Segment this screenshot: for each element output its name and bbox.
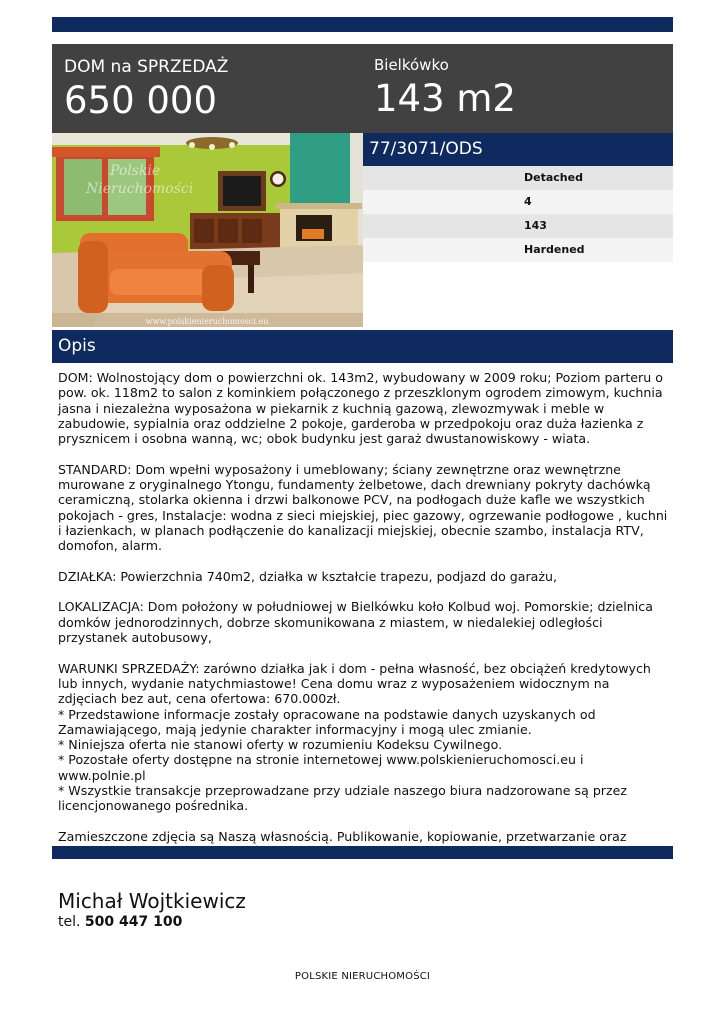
description-body xyxy=(58,370,670,860)
header-right xyxy=(374,54,516,120)
svg-text:Polskie: Polskie xyxy=(110,163,161,179)
svg-text:www.polskienieruchomosci.eu: www.polskienieruchomosci.eu xyxy=(145,317,269,326)
top-accent-bar xyxy=(52,17,673,32)
phone-number: 500 447 100 xyxy=(84,914,183,930)
agent-name: Michał Wojtkiewicz xyxy=(58,889,246,913)
attribute-row: 143 xyxy=(363,214,673,238)
attribute-row: Hardened xyxy=(363,238,673,262)
bottom-accent-bar xyxy=(52,846,673,859)
description-paragraph: DZIAŁKA: Powierzchnia 740m2, działka w kształcie trapezu, podjazd do garażu, xyxy=(58,568,557,584)
listing-header xyxy=(52,44,673,133)
svg-text:Nieruchomości: Nieruchomości xyxy=(86,181,194,197)
description-paragraph: Zamieszczone zdjęcia są Naszą własnością. Publikowanie, kopiowanie, przetwarzanie oraz xyxy=(58,828,627,844)
reference-number: 77/3071/ODS xyxy=(363,133,673,166)
phone-label: tel. xyxy=(58,914,81,930)
description-paragraph: LOKALIZACJA: Dom położony w południowej w Bielkówku koło Kolbud woj. Pomorskie; dzielnica domków jednorodzinnych, dobrze skomunikowana z miastem, w niedalekiej odległości przystanek autobusowy, xyxy=(58,599,653,646)
description-paragraph: WARUNKI SPRZEDAŻY: zarówno działka jak i dom - pełna własność, bez obciążeń kredytowych lub innych, wydanie natychmiastowe! Cena domu wraz z wyposażeniem widocznym na zdjęciach bez aut, cena ofertowa: 670.000zł. * Przedstawione informacje zostały opracowane na podstawie danych uzyskanych od Zamawiającego, mają jedynie charakter informacyjny i mogą ulec zmianie. * Niniejsza oferta nie stanowi oferty w rozumieniu Kodeksu Cywilnego. * Pozostałe oferty dostępne na stronie internetowej www.polskienieruchomosci.eu i www.polnie.pl * Wszystkie transakcje przeprowadzane przy udziale naszego biura nadzorowane są przez licencjonowanego pośrednika. xyxy=(58,660,651,814)
header-left xyxy=(64,54,228,122)
city: Bielkówko xyxy=(374,56,449,74)
property-photo xyxy=(52,133,363,327)
footer-company: POLSKIE NIERUCHOMOŚCI xyxy=(294,971,431,982)
description-heading: Opis xyxy=(52,330,673,363)
description-paragraph: DOM: Wolnostojący dom o powierzchni ok. 143m2, wybudowany w 2009 roku; Poziom parteru o pow. ok. 118m2 to salon z kominkiem połączonego z przeszklonym ogrodem zimowym, kuchnia jasna i niezależna wyposażona w piekarnik z kuchnią gazową, zlewozmywak i meble w zabudowie, sypialnia oraz oddzielne 2 pokoje, garderoba w przedpokoju oraz duża łazienka z prysznicem i osobna wanną, wc; obok budynku jest garaż dwustanowiskowy - wiata. xyxy=(58,370,663,447)
area: 143 m2 xyxy=(374,77,516,120)
property-type: DOM na SPRZEDAŻ xyxy=(64,57,229,77)
attribute-row: Detached xyxy=(363,166,673,190)
description-paragraph: STANDARD: Dom wpełni wyposażony i umeblowany; ściany zewnętrzne oraz wewnętrzne murowane z oryginalnego Ytongu, fundamenty żelbetowe, dach drewniany pokryty dachówką ceramiczną, stolarka okienna i drzwi balkonowe PCV, na podłogach duże kafle we wszystkich pokojach - gres, Instalacje: wodna z sieci miejskiej, piec gazowy, ogrzewanie podłogowe , kuchni i łazienkach, w planach podłączenie do kanalizacji miejskiej, obecnie szambo, instalacja RTV, domofon, alarm. xyxy=(58,461,668,554)
attributes-table xyxy=(363,166,673,262)
price: 650 000 xyxy=(64,79,218,122)
agent-phone xyxy=(58,913,246,931)
attribute-row: 4 xyxy=(363,190,673,214)
agent-contact xyxy=(58,889,246,931)
